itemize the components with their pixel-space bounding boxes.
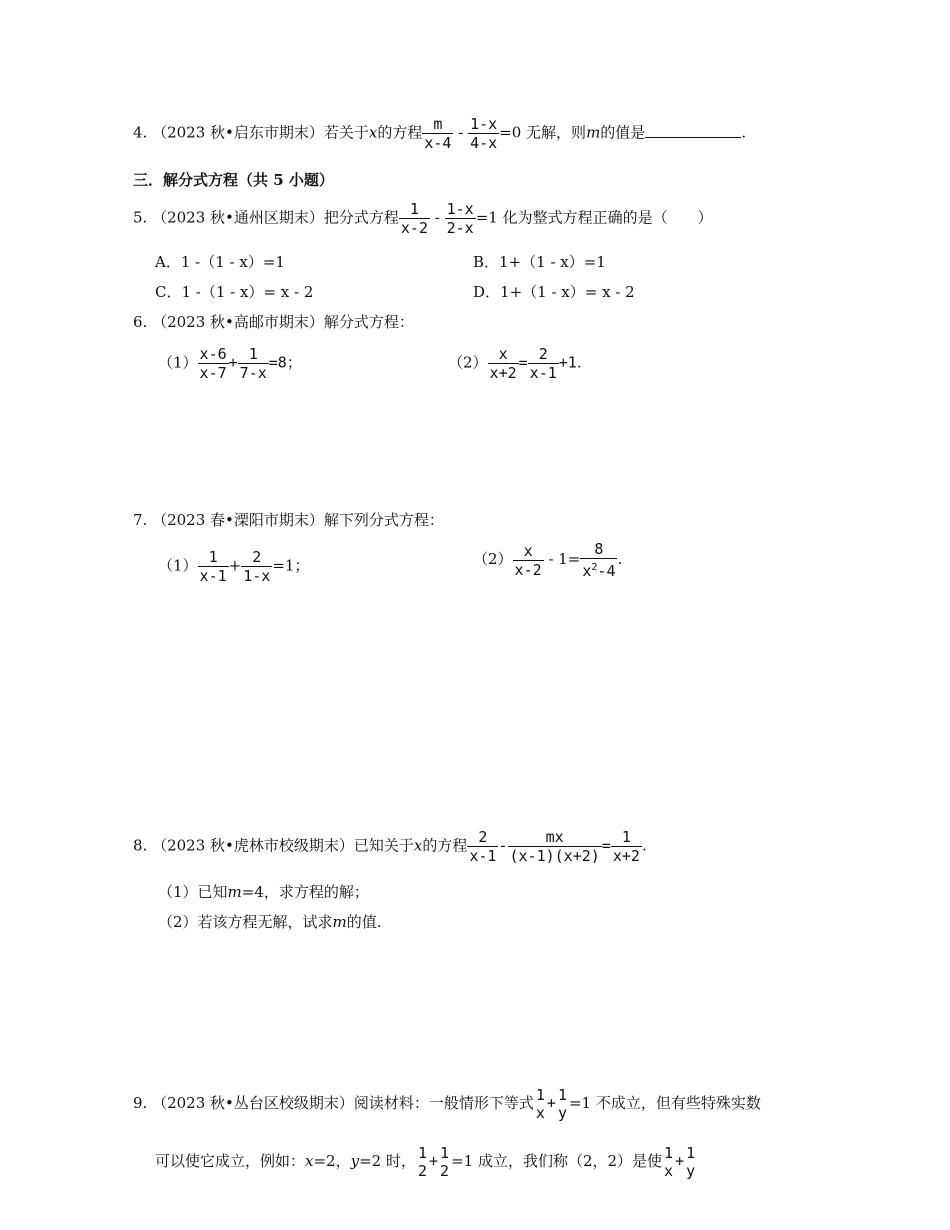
q5-option-c[interactable]: C．1 -（1 - x）= x - 2 [155,283,314,301]
q9-source: （2023 秋•丛台区校级期末）阅读材料：一般情形下等式 [152,1094,534,1112]
question-5 [133,200,713,237]
q8-end: . [641,836,647,855]
q6-p2-fraction-2: $\frac{2}{x-1}$ [529,345,557,382]
q7-p2-minus-one: - 1= [543,550,581,568]
q6-number: 6. [133,313,148,331]
question-7 [133,510,444,530]
q4-number: 4. [133,123,148,142]
q7-part-1-label: （1） [158,556,198,575]
q6-p1-fraction-1: $\frac{x-6}{x-7}$ [199,345,227,382]
question-8 [133,828,647,865]
question-6 [133,312,414,332]
q5-option-d[interactable]: D．1+（1 - x）= x - 2 [473,283,635,301]
q7-p1-plus: + [228,556,242,575]
q7-source: （2023 春•溧阳市期末）解下列分式方程： [152,511,444,529]
q7-part-2 [473,540,622,580]
q8-subquestion-2: （2）若该方程无解，试求m的值. [158,913,382,931]
q7-part-1 [158,548,309,585]
q7-p2-fraction-1: $\frac{x}{x-2}$ [514,541,542,579]
section-3-title: 三．解分式方程（共 5 小题） [133,171,334,189]
q7-p1-fraction-1: $\frac{1}{x-1}$ [199,548,227,585]
q8-source: （2023 秋•虎林市校级期末）已知关于 [152,836,414,855]
q6-p2-plus-one: +1 [558,353,577,372]
q5-minus: - [429,208,445,227]
q9-plus: + [546,1094,556,1112]
q8-minus: - [498,836,508,855]
q4-answer-blank[interactable] [645,123,741,138]
q8-var-x: x [413,836,423,855]
q9-text: =1 不成立，但有些特殊实数 [568,1094,761,1112]
q8-fraction-2: $\frac{mx}{(x-1)(x+2)}$ [509,828,600,865]
q5-option-b[interactable]: B．1+（1 - x）=1 [473,253,606,271]
q6-p1-fraction-2: $\frac{1}{7-x}$ [239,345,267,382]
q6-part-1 [158,345,302,382]
q9-l2-fraction-4: 1 y [686,1144,696,1180]
q4-var-x: x [368,123,378,142]
q8-number: 8. [133,836,148,855]
q6-part-2-label: （2） [448,353,488,372]
q5-option-a[interactable]: A．1 -（1 - x）=1 [155,253,285,271]
q4-text: 的方程 [377,123,423,142]
q4-source: （2023 秋•启东市期末）若关于 [152,123,369,142]
q8-subquestion-1: （1）已知m=4，求方程的解； [158,883,369,901]
q8-text: 的方程 [422,836,468,855]
q6-p1-end: ； [286,353,302,372]
q6-part-2 [448,345,582,382]
q7-part-2-label: （2） [473,550,513,568]
q4-text-2: =0 无解，则 [499,123,587,142]
q9-l2-fraction-2: 1 2 [440,1144,450,1180]
q7-p2-fraction-2: $\frac{8}{x^2-4}$ [582,540,616,580]
q6-p2-end: . [576,353,582,372]
question-4 [133,115,746,152]
q9-line-2: 可以使它成立，例如：x=2，y=2 时， 1 2 + 1 2 =1 成立，我们称（2，2）是使 1 x + 1 y [155,1144,696,1180]
q9-fraction-2: 1 y [557,1086,567,1122]
q5-text: =1 化为整式方程正确的是（ ） [475,208,713,227]
q7-p1-equals: =1； [272,556,310,575]
q4-text-3: 的值是 [600,123,646,142]
question-9 [133,1086,761,1122]
q6-source: （2023 秋•高邮市期末）解分式方程： [152,313,414,331]
q9-l2-fraction-3: 1 x [664,1144,674,1180]
q7-p1-fraction-2: $\frac{2}{1-x}$ [243,548,271,585]
q9-l2-fraction-1: 1 2 [417,1144,428,1180]
q5-fraction-1: $\frac{1}{x-2}$ [400,200,428,237]
q6-p1-equals: =8 [268,353,287,372]
q4-fraction-1: $\frac{m}{x-4}$ [424,115,452,152]
q5-number: 5. [133,208,148,227]
q6-p2-fraction-1: $\frac{x}{x+2}$ [489,345,517,382]
q4-minus: - [453,123,469,142]
q4-fraction-2: $\frac{1-x}{4-x}$ [470,115,498,152]
q9-number: 9. [133,1094,148,1112]
q8-fraction-1: $\frac{2}{x-1}$ [469,828,497,865]
q6-p2-equals: = [518,353,528,372]
q8-equals: = [601,836,611,855]
q4-end: . [741,123,747,142]
q4-var-m: m [586,123,601,142]
q5-fraction-2: $\frac{1-x}{2-x}$ [446,200,474,237]
q8-fraction-3: $\frac{1}{x+2}$ [612,828,640,865]
q5-source: （2023 秋•通州区期末）把分式方程 [152,208,399,227]
q6-p1-plus: + [228,353,238,372]
q7-number: 7. [133,511,148,529]
q6-part-1-label: （1） [158,353,198,372]
q9-fraction-1: 1 x [535,1086,545,1122]
q7-p2-end: . [617,550,623,568]
